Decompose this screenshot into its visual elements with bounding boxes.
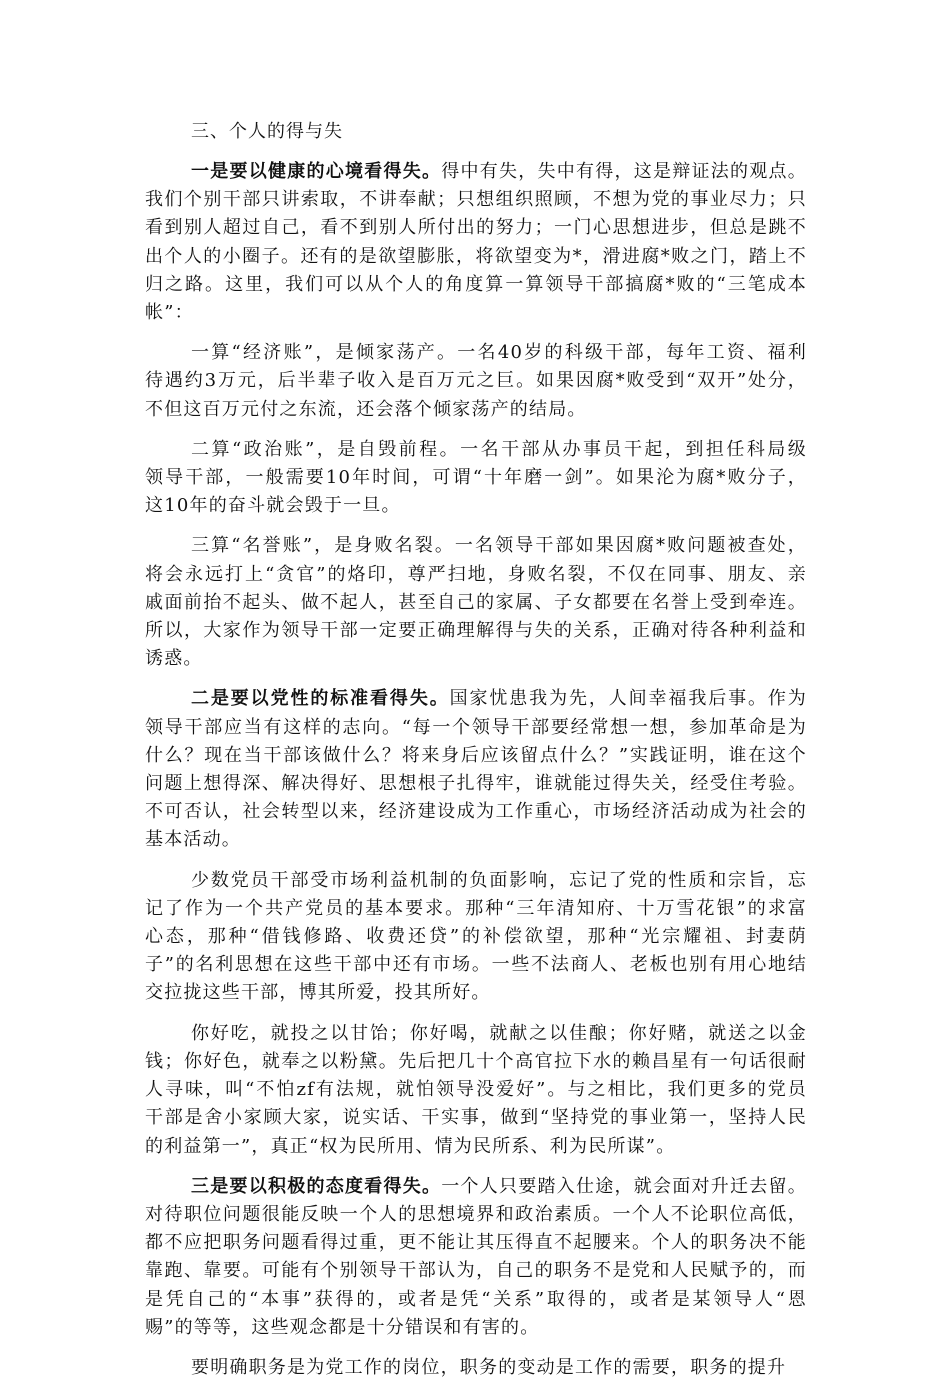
- paragraph-line: [145, 464, 807, 492]
- paragraph-line: [145, 1076, 807, 1104]
- line-text: 我们个别干部只讲索取，不讲奉献；只想组织照顾，不想为党的事业尽力；只: [145, 189, 807, 211]
- document-page: [145, 118, 807, 1394]
- paragraph-line: [145, 186, 807, 214]
- paragraph-line: [145, 1133, 807, 1161]
- paragraph-line: [145, 617, 807, 645]
- line-text: 三算“名誉账”，是身败名裂。一名领导干部如果因腐*败问题被查处，: [191, 535, 807, 557]
- paragraph-line: [145, 271, 807, 299]
- paragraph-line: [145, 826, 807, 854]
- line-text: 不但这百万元付之东流，还会落个倾家荡产的结局。: [145, 398, 587, 420]
- line-text: 要明确职务是为党工作的岗位，职务的变动是工作的需要，职务的提升: [191, 1356, 787, 1378]
- document-body: [145, 158, 807, 1382]
- paragraph-lead: 三是要以积极的态度看得失。: [191, 1175, 442, 1197]
- paragraph-line: [145, 770, 807, 798]
- line-text: 领导干部应当有这样的志向。“每一个领导干部要经常想一想，参加革命是为: [145, 716, 807, 738]
- paragraph-line: [145, 1020, 807, 1048]
- line-text: 不可否认，社会转型以来，经济建设成为工作重心，市场经济活动成为社会的: [145, 801, 807, 823]
- paragraph-line: [145, 1201, 807, 1229]
- line-text: 看到别人超过自己，看不到别人所付出的努力；一门心思想进步，但总是跳不: [145, 217, 807, 239]
- line-text: 的利益第一”，真正“权为民所用、情为民所系、利为民所谋”。: [145, 1135, 676, 1157]
- paragraph: [145, 339, 807, 424]
- line-text: 交拉拢这些干部，博其所爱，投其所好。: [145, 982, 491, 1004]
- paragraph-line: [145, 1229, 807, 1257]
- paragraph-line: [145, 339, 807, 367]
- paragraph-line: [145, 685, 807, 713]
- paragraph-line: [145, 1173, 807, 1201]
- line-text: 赐”的等等，这些观念都是十分错误和有害的。: [145, 1316, 540, 1338]
- paragraph: [145, 1020, 807, 1161]
- paragraph-line: [145, 742, 807, 770]
- paragraph-line: [145, 436, 807, 464]
- paragraph-line: [145, 243, 807, 271]
- paragraph-line: [145, 214, 807, 242]
- paragraph: [145, 158, 807, 327]
- line-text: 二算“政治账”，是自毁前程。一名干部从办事员干起，到担任科局级: [191, 438, 807, 460]
- line-text: 帐”：: [145, 302, 194, 324]
- line-text: 对待职位问题很能反映一个人的思想境界和政治素质。一个人不论职位高低，: [145, 1203, 807, 1225]
- paragraph-line: [145, 299, 807, 327]
- section-heading: 三、个人的得与失: [191, 121, 343, 142]
- line-text: 人寻味，叫“不怕zf有法规，就怕领导没爱好”。与之相比，我们更多的党员: [145, 1079, 807, 1101]
- paragraph: [145, 685, 807, 854]
- paragraph-line: [145, 492, 807, 520]
- line-text: 一算“经济账”，是倾家荡产。一名40岁的科级干部，每年工资、福利: [191, 342, 807, 364]
- line-text: 戚面前抬不起头、做不起人，甚至自己的家属、子女都要在名誉上受到牵连。: [145, 591, 807, 613]
- line-text: 将会永远打上“贪官”的烙印，尊严扫地，身败名裂，不仅在同事、朋友、亲: [145, 563, 807, 585]
- paragraph-line: [145, 1257, 807, 1285]
- line-text: 少数党员干部受市场利益机制的负面影响，忘记了党的性质和宗旨，忘: [191, 869, 807, 891]
- line-text: 是凭自己的“本事”获得的，或者是凭“关系”取得的，或者是某领导人“恩: [145, 1288, 807, 1310]
- line-text: 你好吃，就投之以甘饴；你好喝，就献之以佳酿；你好赌，就送之以金: [191, 1022, 807, 1044]
- line-text: 国家忧患我为先，人间幸福我后事。作为: [449, 688, 807, 710]
- paragraph-line: [145, 1048, 807, 1076]
- line-text: 一个人只要踏入仕途，就会面对升迁去留。: [441, 1175, 807, 1197]
- paragraph-line: [145, 979, 807, 1007]
- line-text: 诱惑。: [145, 648, 203, 670]
- paragraph-line: [145, 714, 807, 742]
- line-text: 什么？现在当干部该做什么？将来身后应该留点什么？”实践证明，谁在这个: [145, 744, 807, 766]
- line-text: 这10年的奋斗就会毁于一旦。: [145, 495, 401, 517]
- line-text: 子”的名利思想在这些干部中还有市场。一些不法商人、老板也别有用心地结: [145, 954, 807, 976]
- paragraph-line: [145, 1104, 807, 1132]
- line-text: 钱；你好色，就奉之以粉黛。先后把几十个高官拉下水的赖昌星有一句话很耐: [145, 1050, 807, 1072]
- line-text: 靠跑、靠要。可能有个别领导干部认为，自己的职务不是党和人民赋予的，而: [145, 1260, 807, 1282]
- line-text: 领导干部，一般需要10年时间，可谓“十年磨一剑”。如果沦为腐*败分子，: [145, 467, 807, 489]
- paragraph-line: [145, 158, 807, 186]
- paragraph-line: [145, 895, 807, 923]
- paragraph-line: [145, 367, 807, 395]
- paragraph-line: [145, 396, 807, 424]
- paragraph: [145, 436, 807, 521]
- line-text: 记了作为一个共产党员的基本要求。那种“三年清知府、十万雪花银”的求富: [145, 897, 807, 919]
- paragraph-lead: 一是要以健康的心境看得失。: [191, 161, 442, 182]
- line-text: 待遇约3万元，后半辈子收入是百万元之巨。如果因腐*败受到“双开”处分，: [145, 370, 807, 392]
- paragraph-lead: 二是要以党性的标准看得失。: [191, 688, 450, 710]
- paragraph-line: [145, 798, 807, 826]
- line-text: 得中有失，失中有得，这是辩证法的观点。: [441, 161, 807, 182]
- paragraph: [145, 532, 807, 673]
- paragraph-line: [145, 1314, 807, 1342]
- line-text: 干部是舍小家顾大家，说实话、干实事，做到“坚持党的事业第一，坚持人民: [145, 1107, 807, 1129]
- paragraph: [145, 1354, 807, 1382]
- line-text: 基本活动。: [145, 829, 241, 851]
- line-text: 归之路。这里，我们可以从个人的角度算一算领导干部搞腐*败的“三笔成本: [145, 273, 807, 295]
- paragraph-line: [145, 951, 807, 979]
- line-text: 所以，大家作为领导干部一定要正确理解得与失的关系，正确对待各种利益和: [145, 620, 807, 642]
- paragraph-line: [145, 1286, 807, 1314]
- paragraph: [145, 1173, 807, 1342]
- line-text: 问题上想得深、解决得好、思想根子扎得牢，谁就能过得失关，经受住考验。: [145, 773, 807, 795]
- paragraph-line: [145, 532, 807, 560]
- line-text: 心态，那种“借钱修路、收费还贷”的补偿欲望，那种“光宗耀祖、封妻荫: [145, 926, 807, 948]
- line-text: 都不应把职务问题看得过重，更不能让其压得直不起腰来。个人的职务决不能: [145, 1232, 807, 1254]
- paragraph-line: [145, 561, 807, 589]
- paragraph-line: [145, 867, 807, 895]
- paragraph-line: [145, 645, 807, 673]
- line-text: 出个人的小圈子。还有的是欲望膨胀，将欲望变为*，滑进腐*败之门，踏上不: [145, 245, 807, 267]
- paragraph-line: [145, 923, 807, 951]
- paragraph-line: [145, 589, 807, 617]
- paragraph: [145, 867, 807, 1008]
- paragraph-line: [145, 1354, 807, 1382]
